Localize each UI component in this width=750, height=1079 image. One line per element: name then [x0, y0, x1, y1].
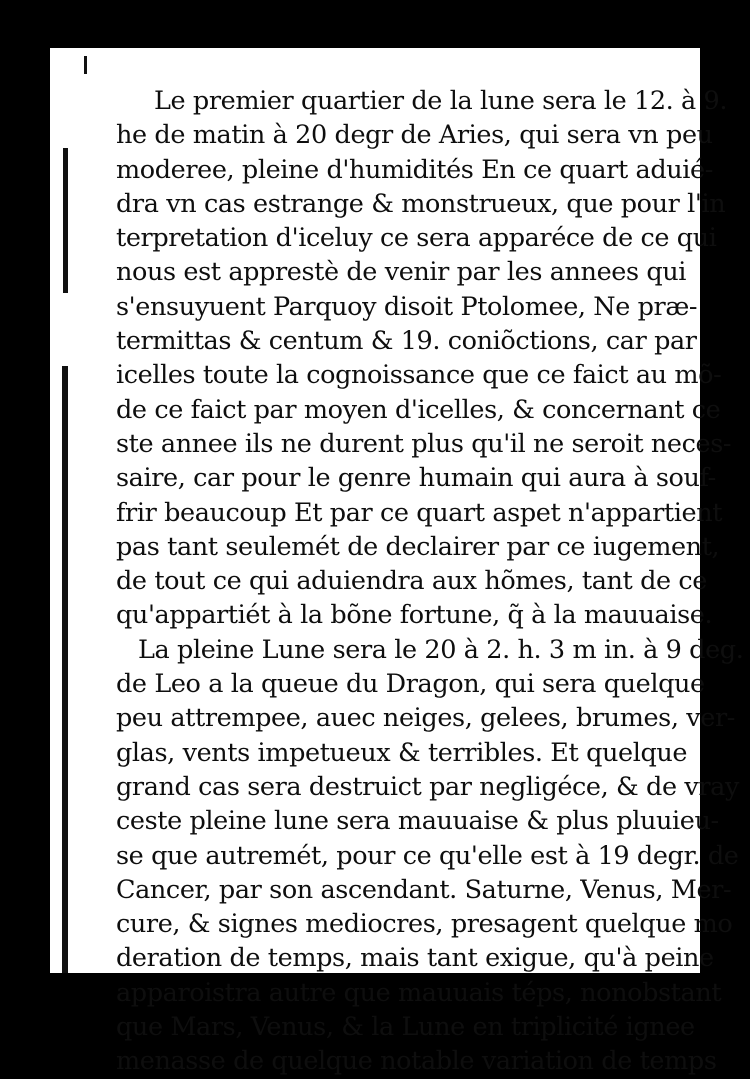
text-line: glas, vents impetueux & terribles. Et quelque — [116, 737, 688, 768]
gutter-mark-upper — [63, 148, 68, 293]
page-text — [116, 84, 744, 1079]
text-line: La pleine Lune sera le 20 à 2. h. 3 m in. à 9 deg. — [138, 634, 744, 665]
text-line: pas tant seulemét de declairer par ce iugement, — [116, 531, 720, 562]
text-line: peu attrempee, auec neiges, gelees, brumes, ver- — [116, 703, 735, 734]
text-line: que Mars, Venus, & la Lune en triplicité ignee — [116, 1012, 695, 1043]
text-line: grand cas sera destruict par negligéce, & de vray — [116, 771, 739, 802]
gutter-mark-long — [62, 366, 68, 973]
page-gutter — [50, 48, 90, 973]
text-line: de Leo a la queue du Dragon, qui sera quelque — [116, 669, 705, 700]
text-line: de tout ce qui aduiendra aux hõmes, tant de ce — [116, 566, 707, 597]
text-line: de ce faict par moyen d'icelles, & concernant ce — [116, 394, 721, 425]
gutter-mark-top — [84, 56, 87, 74]
text-line: Le premier quartier de la lune sera le 12. à 9. — [154, 86, 728, 116]
book-page — [50, 48, 744, 1077]
text-line: termittas & centum & 19. coniõctions, car par — [116, 326, 697, 357]
text-line: terpretation d'iceluy ce sera apparéce de ce qui — [116, 223, 717, 254]
text-line: Cancer, par son ascendant. Saturne, Venus, Mer- — [116, 874, 732, 905]
text-line: ceste pleine lune sera mauuaise & plus pluuieu- — [116, 806, 719, 837]
text-line: he de matin à 20 degr de Aries, qui sera vn peu — [116, 120, 713, 151]
text-line: apparoistra autre que mauuais téps, nonobstant — [116, 977, 722, 1008]
text-line: dra vn cas estrange & monstrueux, que pour l'in — [116, 188, 726, 219]
text-line: cure, & signes mediocres, presagent quelque mo — [116, 909, 733, 940]
text-line: s'ensuyuent Parquoy disoit Ptolomee, Ne præ- — [116, 291, 698, 322]
text-line: frir beaucoup Et par ce quart aspet n'appartient — [116, 497, 723, 528]
text-line: se que autremét, pour ce qu'elle est à 19 degr. de — [116, 840, 739, 871]
text-line: menasse de quelque notable variation de temps — [116, 1046, 717, 1077]
text-line: qu'appartiét à la bõne fortune, q̃ à la mauuaise. — [116, 600, 713, 631]
text-line: ste annee ils ne durent plus qu'il ne seroit neces- — [116, 428, 732, 459]
text-line: saire, car pour le genre humain qui aura à souf- — [116, 463, 716, 494]
text-line: icelles toute la cognoissance que ce faict au mõ- — [116, 360, 722, 391]
text-line: nous est apprestè de venir par les annees qui — [116, 257, 687, 288]
text-line: deration de temps, mais tant exigue, qu'à peine — [116, 943, 714, 974]
text-line: moderee, pleine d'humidités En ce quart aduié- — [116, 154, 713, 185]
